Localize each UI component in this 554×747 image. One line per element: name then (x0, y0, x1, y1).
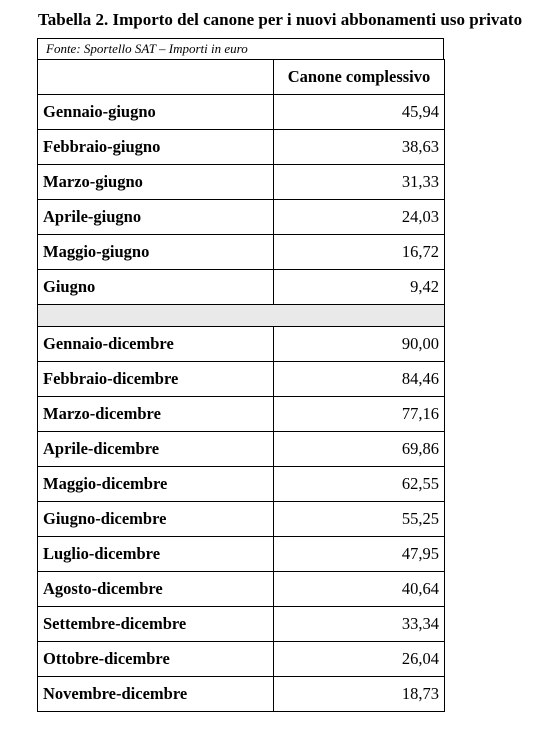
table-row (38, 362, 445, 397)
fee-value: 31,33 (274, 165, 445, 200)
table-row (38, 235, 445, 270)
period-label: Gennaio-dicembre (38, 327, 274, 362)
period-label: Giugno-dicembre (38, 502, 274, 537)
fee-value: 45,94 (274, 95, 445, 130)
fee-value: 55,25 (274, 502, 445, 537)
table-row (38, 95, 445, 130)
fee-value: 33,34 (274, 607, 445, 642)
period-label: Aprile-dicembre (38, 432, 274, 467)
table-row (38, 270, 445, 305)
table-row (38, 537, 445, 572)
fee-value: 24,03 (274, 200, 445, 235)
table-source-note: Fonte: Sportello SAT – Importi in euro (37, 38, 444, 60)
period-label: Maggio-giugno (38, 235, 274, 270)
table-header-row (38, 60, 445, 95)
empty-header-cell (38, 60, 274, 95)
fee-value: 16,72 (274, 235, 445, 270)
group-separator-row (38, 305, 445, 327)
fee-table (37, 59, 445, 712)
separator-cell (38, 305, 445, 327)
column-header: Canone complessivo (274, 60, 445, 95)
fee-value: 62,55 (274, 467, 445, 502)
fee-value: 90,00 (274, 327, 445, 362)
table-row (38, 642, 445, 677)
period-label: Luglio-dicembre (38, 537, 274, 572)
fee-value: 18,73 (274, 677, 445, 712)
period-label: Maggio-dicembre (38, 467, 274, 502)
fee-value: 9,42 (274, 270, 445, 305)
period-label: Gennaio-giugno (38, 95, 274, 130)
table-row (38, 165, 445, 200)
period-label: Ottobre-dicembre (38, 642, 274, 677)
table-row (38, 397, 445, 432)
period-label: Marzo-dicembre (38, 397, 274, 432)
fee-value: 26,04 (274, 642, 445, 677)
period-label: Settembre-dicembre (38, 607, 274, 642)
table-row (38, 502, 445, 537)
fee-value: 40,64 (274, 572, 445, 607)
period-label: Novembre-dicembre (38, 677, 274, 712)
fee-value: 38,63 (274, 130, 445, 165)
table-row (38, 432, 445, 467)
table-row (38, 130, 445, 165)
fee-table-body (38, 60, 445, 712)
table-row (38, 327, 445, 362)
fee-value: 84,46 (274, 362, 445, 397)
period-label: Febbraio-dicembre (38, 362, 274, 397)
period-label: Aprile-giugno (38, 200, 274, 235)
table-title: Tabella 2. Importo del canone per i nuovi abbonamenti uso privato (38, 10, 523, 29)
table-row (38, 467, 445, 502)
fee-value: 47,95 (274, 537, 445, 572)
table-row (38, 607, 445, 642)
table-row (38, 200, 445, 235)
period-label: Agosto-dicembre (38, 572, 274, 607)
period-label: Giugno (38, 270, 274, 305)
fee-table-container (37, 38, 444, 712)
period-label: Marzo-giugno (38, 165, 274, 200)
table-row (38, 572, 445, 607)
period-label: Febbraio-giugno (38, 130, 274, 165)
fee-value: 77,16 (274, 397, 445, 432)
fee-value: 69,86 (274, 432, 445, 467)
table-row (38, 677, 445, 712)
